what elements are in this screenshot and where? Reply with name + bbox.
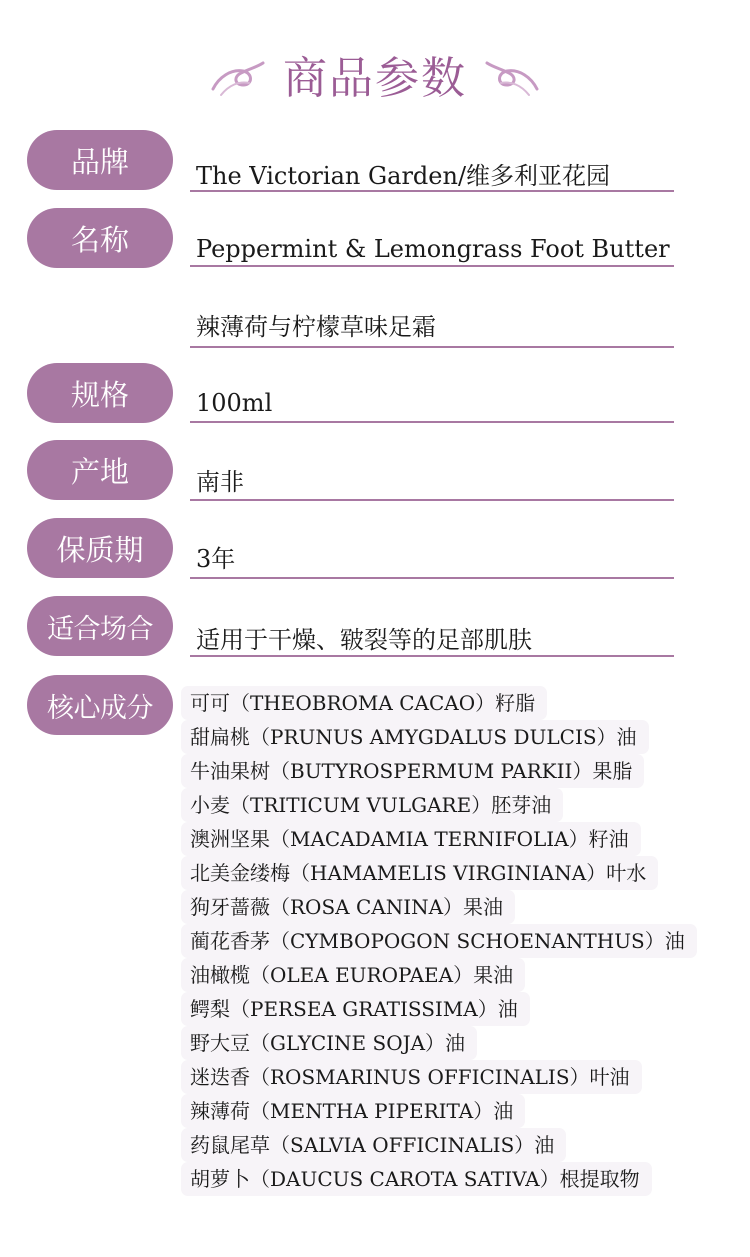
param-label-origin: 产地 (27, 440, 173, 500)
param-value-usage: 适用于干燥、皲裂等的足部肌肤 (196, 626, 532, 654)
divider (190, 655, 674, 657)
divider (190, 265, 674, 267)
ingredient-item: 迷迭香（ROSMARINUS OFFICINALIS）叶油 (181, 1060, 642, 1094)
ingredient-item: 蔺花香茅（CYMBOPOGON SCHOENANTHUS）油 (181, 924, 697, 958)
divider (190, 421, 674, 423)
page-title: 商品参数 (283, 53, 467, 104)
ingredient-item: 野大豆（GLYCINE SOJA）油 (181, 1026, 477, 1060)
flourish-left-icon (209, 59, 265, 99)
param-label-usage: 适合场合 (27, 596, 173, 656)
ingredient-item: 澳洲坚果（MACADAMIA TERNIFOLIA）籽油 (181, 822, 641, 856)
param-value-size: 100ml (196, 389, 273, 417)
ingredient-item: 小麦（TRITICUM VULGARE）胚芽油 (181, 788, 563, 822)
divider (190, 190, 674, 192)
divider (190, 499, 674, 501)
ingredient-list (181, 686, 721, 1196)
param-value-shelf-life: 3年 (196, 545, 236, 573)
section-header (0, 44, 750, 114)
divider (190, 346, 674, 348)
ingredient-item: 药鼠尾草（SALVIA OFFICINALIS）油 (181, 1128, 566, 1162)
param-value-name-en: Peppermint & Lemongrass Foot Butter (196, 235, 670, 263)
param-value-brand: The Victorian Garden/维多利亚花园 (196, 162, 611, 190)
ingredient-item: 甜扁桃（PRUNUS AMYGDALUS DULCIS）油 (181, 720, 649, 754)
param-label-size: 规格 (27, 363, 173, 423)
ingredient-item: 可可（THEOBROMA CACAO）籽脂 (181, 686, 547, 720)
ingredient-item: 辣薄荷（MENTHA PIPERITA）油 (181, 1094, 525, 1128)
ingredient-item: 胡萝卜（DAUCUS CAROTA SATIVA）根提取物 (181, 1162, 652, 1196)
ingredient-item: 牛油果树（BUTYROSPERMUM PARKII）果脂 (181, 754, 644, 788)
ingredient-item: 狗牙蔷薇（ROSA CANINA）果油 (181, 890, 515, 924)
ingredient-item: 油橄榄（OLEA EUROPAEA）果油 (181, 958, 525, 992)
param-label-name: 名称 (27, 208, 173, 268)
flourish-right-icon (485, 59, 541, 99)
param-value-origin: 南非 (196, 468, 244, 496)
param-label-shelf-life: 保质期 (27, 518, 173, 578)
ingredients-label: 核心成分 (27, 675, 173, 735)
ingredient-item: 北美金缕梅（HAMAMELIS VIRGINIANA）叶水 (181, 856, 658, 890)
divider (190, 577, 674, 579)
ingredient-item: 鳄梨（PERSEA GRATISSIMA）油 (181, 992, 530, 1026)
param-label-brand: 品牌 (27, 130, 173, 190)
param-value-name-cn: 辣薄荷与柠檬草味足霜 (196, 313, 436, 341)
